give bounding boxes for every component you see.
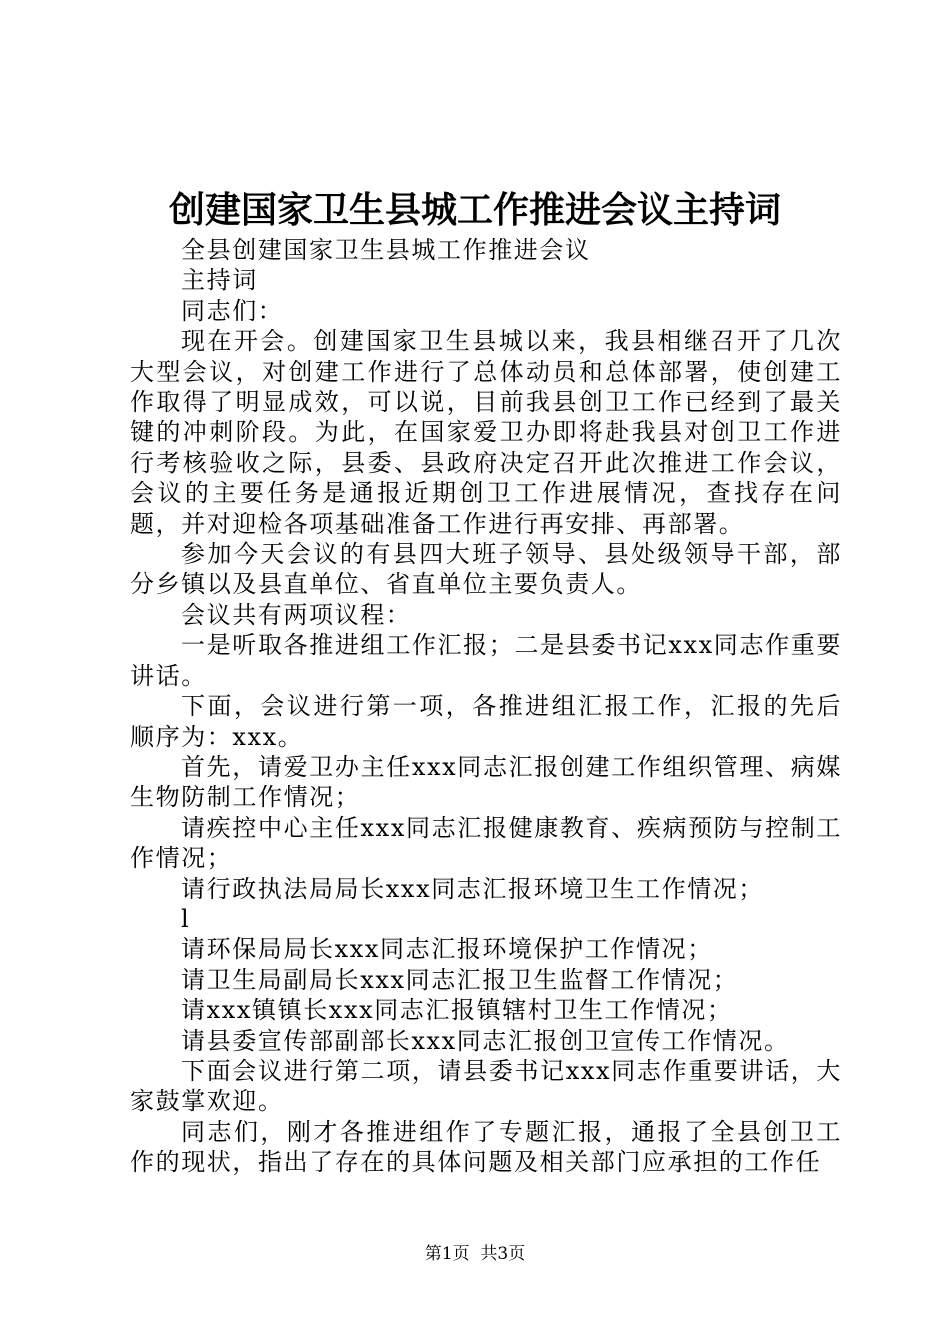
paragraph: 参加今天会议的有县四大班子领导、县处级领导干部，部分乡镇以及县直单位、省直单位主要负责人。 (130, 540, 842, 599)
page-number: 第1页 共3页 (424, 1244, 526, 1264)
subtitle-line: 主持词 (181, 266, 258, 295)
paragraph: 首先，请爱卫办主任xxx同志汇报创建工作组织管理、病媒生物防制工作情况； (130, 752, 842, 812)
subtitle-line: 全县创建国家卫生县城工作推进会议 (181, 236, 591, 264)
paragraph: 一是听取各推进组工作汇报；二是县委书记xxx同志作重要讲话。 (130, 631, 842, 690)
paragraph: 请环保局局长xxx同志汇报环境保护工作情况； (181, 935, 713, 964)
paragraph: 请xxx镇镇长xxx同志汇报镇辖村卫生工作情况； (181, 996, 733, 1025)
paragraph: 下面，会议进行第一项，各推进组汇报工作，汇报的先后顺序为：xxx。 (130, 692, 842, 751)
paragraph: 同志们，刚才各推进组作了专题汇报，通报了全县创卫工作的现状，指出了存在的具体问题及相关部门应承担的工作任 (130, 1117, 842, 1177)
paragraph: 现在开会。创建国家卫生县城以来，我县相继召开了几次大型会议，对创建工作进行了总体动员和总体部署，使创建工作取得了明显成效，可以说，目前我县创卫工作已经到了最关键的冲刺阶段。为此，在国家爱卫办即将赴我县对创卫工作进行考核验收之际，县委、县政府决定召开此次推进工作会议，会议的主要任务是通报近期创卫工作进展情况，查找存在问题，并对迎检各项基础准备工作进行再安排、再部署。 (130, 327, 842, 538)
paragraph: 请行政执法局局长xxx同志汇报环境卫生工作情况； (181, 874, 765, 903)
paragraph: 请县委宣传部副部长xxx同志汇报创卫宣传工作情况。 (181, 1026, 790, 1055)
salutation: 同志们： (181, 296, 284, 325)
document-body (130, 235, 842, 1178)
paragraph: l (181, 904, 191, 933)
paragraph: 会议共有两项议程： (181, 600, 412, 629)
paragraph: 请疾控中心主任xxx同志汇报健康教育、疾病预防与控制工作情况； (130, 813, 842, 873)
document-title: 创建国家卫生县城工作推进会议主持词 (168, 189, 781, 231)
paragraph: 请卫生局副局长xxx同志汇报卫生监督工作情况； (181, 965, 739, 994)
paragraph: 下面会议进行第二项，请县委书记xxx同志作重要讲话，大家鼓掌欢迎。 (130, 1056, 842, 1116)
page-footer (0, 1242, 950, 1266)
